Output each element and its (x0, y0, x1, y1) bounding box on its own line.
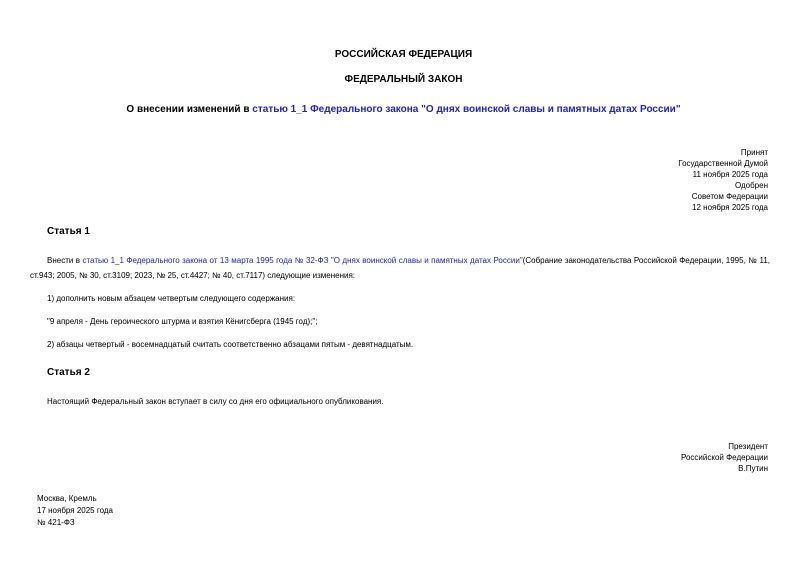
article-1-heading: Статья 1 (47, 226, 90, 237)
document-body (30, 224, 770, 417)
article-2-text: Настоящий Федеральный закон вступает в силу со дня его официального опубликования. (47, 397, 384, 406)
adopted-label: Принят (740, 148, 768, 157)
president-title-line-1: Президент (728, 442, 768, 451)
approved-by: Советом Федерации (691, 192, 768, 201)
article-1-intro (30, 253, 770, 283)
law-type-heading: ФЕДЕРАЛЬНЫЙ ЗАКОН (344, 74, 463, 85)
president-name: В.Путин (738, 464, 768, 473)
president-title-line-2: Российской Федерации (681, 453, 768, 462)
law-title-prefix: О внесении изменений в (126, 104, 253, 115)
adopted-date: 11 ноября 2025 года (692, 170, 768, 179)
approved-date: 12 ноября 2025 года (692, 203, 768, 212)
approved-label: Одобрен (734, 181, 768, 190)
signature-block (681, 441, 768, 474)
article-1-intro-prefix: Внести в (47, 256, 83, 265)
footer-block (37, 493, 113, 529)
article-1-intro-law-link[interactable]: статью 1_1 Федерального закона от 13 марта 1995 года № 32-ФЗ "О днях воинской славы и памятных датах России" (82, 256, 523, 265)
amendment-quote: "9 апреля - День героического штурма и взятия Кёнигсберга (1945 год);"; (47, 317, 318, 326)
signing-date: 17 ноября 2025 года (37, 506, 113, 515)
article-2-heading: Статья 2 (47, 367, 90, 378)
law-title (0, 104, 807, 116)
article-1-intro-suffix: (Собрание законодательства Российской Федерации, 1995, № 11, ст.943; 2005, № 30, ст.3109; 2023, № 25, ст.4427; № 40, ст.7117) следующие изменения: (30, 256, 771, 280)
law-title-link[interactable]: статью 1_1 Федерального закона "О днях воинской славы и памятных датах России" (252, 104, 681, 115)
law-number: № 421-ФЗ (37, 518, 75, 527)
adopted-by: Государственной Думой (678, 159, 768, 168)
amendment-item-2: 2) абзацы четвертый - восемнадцатый считать соответственно абзацами пятым - девятнадцатым. (47, 340, 414, 349)
signing-place: Москва, Кремль (37, 494, 97, 503)
amendment-item-1: 1) дополнить новым абзацем четвертым следующего содержания: (47, 294, 296, 303)
adoption-block (678, 147, 768, 213)
country-heading: РОССИЙСКАЯ ФЕДЕРАЦИЯ (334, 49, 473, 60)
